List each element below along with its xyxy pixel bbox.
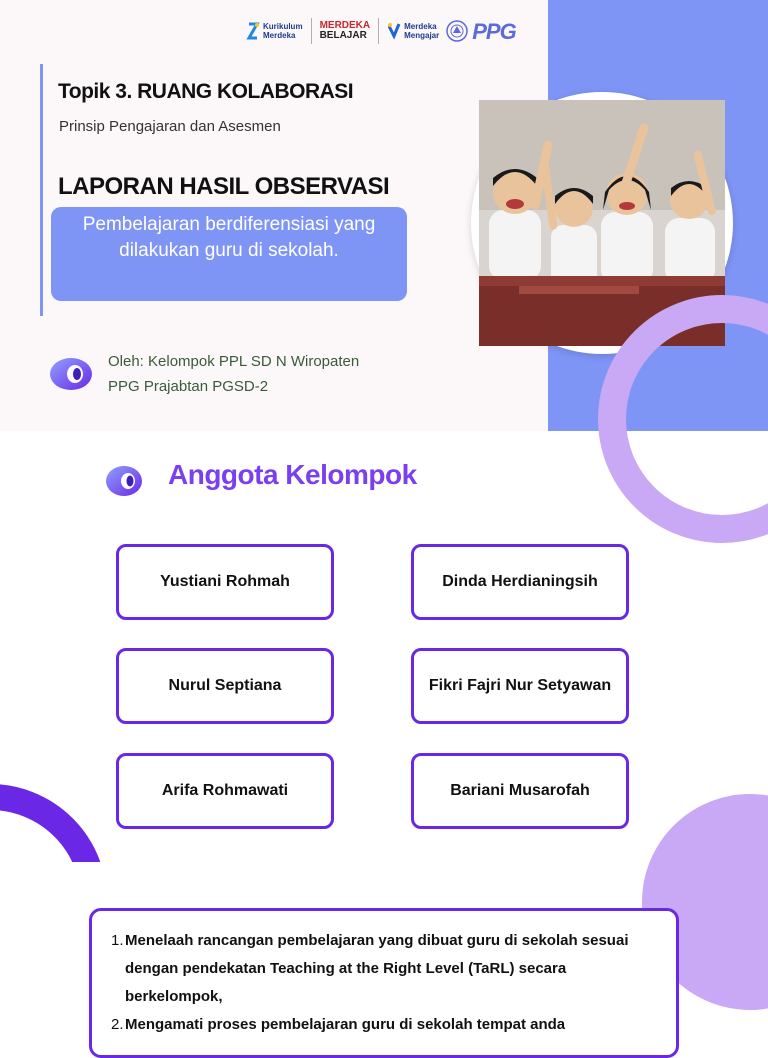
task-text: Menelaah rancangan pembelajaran yang dibuat guru di sekolah sesuai dengan pendekatan Teaching at the Right Level (TaRL) secara berkelompok, xyxy=(125,932,629,1005)
university-seal-icon xyxy=(445,19,469,43)
member-card: Arifa Rohmawati xyxy=(116,753,334,829)
kurikulum-merdeka-logo xyxy=(246,22,303,40)
tasks-slide xyxy=(0,862,768,1033)
task-number: 1. xyxy=(111,932,124,949)
task-text: Mengamati proses pembelajaran guru di sekolah tempat anda xyxy=(125,1016,566,1033)
kurikulum-merdeka-icon xyxy=(246,22,260,40)
merdeka-mengajar-text: Merdeka Mengajar xyxy=(404,22,440,40)
author-info xyxy=(108,349,359,399)
tasks-box xyxy=(89,908,679,1058)
description-box: Pembelajaran berdiferensiasi yang dilakukan guru di sekolah. xyxy=(51,207,407,301)
member-card: Fikri Fajri Nur Setyawan xyxy=(411,648,629,724)
swirl-logo-icon xyxy=(48,356,94,392)
subtopic: Prinsip Pengajaran dan Asesmen xyxy=(59,118,281,135)
member-card: Bariani Musarofah xyxy=(411,753,629,829)
author-program: PPG Prajabtan PGSD-2 xyxy=(108,378,269,395)
topic-title: Topik 3. RUANG KOLABORASI xyxy=(58,80,354,103)
merdeka-mengajar-icon xyxy=(387,22,401,40)
logo-divider xyxy=(378,18,379,44)
task-item xyxy=(106,927,662,1011)
members-title: Anggota Kelompok xyxy=(168,459,417,490)
merdeka-belajar-line2: BELAJAR xyxy=(319,30,367,41)
report-title: LAPORAN HASIL OBSERVASI xyxy=(58,173,390,200)
merdeka-belajar-line1: MERDEKA xyxy=(319,20,371,31)
merdeka-belajar-logo xyxy=(320,21,371,41)
merdeka-mengajar-logo xyxy=(387,22,439,40)
task-item xyxy=(106,1011,662,1039)
accent-line xyxy=(40,64,43,316)
author-group: Oleh: Kelompok PPL SD N Wiropaten xyxy=(108,353,360,370)
kurikulum-merdeka-text: Kurikulum Merdeka xyxy=(263,22,303,40)
ppg-text: PPG xyxy=(472,18,516,44)
tasks-list xyxy=(106,927,662,1039)
members-slide xyxy=(0,431,768,862)
task-number: 2. xyxy=(111,1016,124,1033)
cover-slide xyxy=(0,0,768,431)
member-card: Nurul Septiana xyxy=(116,648,334,724)
logo-divider xyxy=(311,18,312,44)
member-card: Yustiani Rohmah xyxy=(116,544,334,620)
member-card: Dinda Herdianingsih xyxy=(411,544,629,620)
swirl-logo-icon xyxy=(103,463,149,499)
ppg-logo xyxy=(445,19,515,43)
logo-bar xyxy=(246,14,516,48)
